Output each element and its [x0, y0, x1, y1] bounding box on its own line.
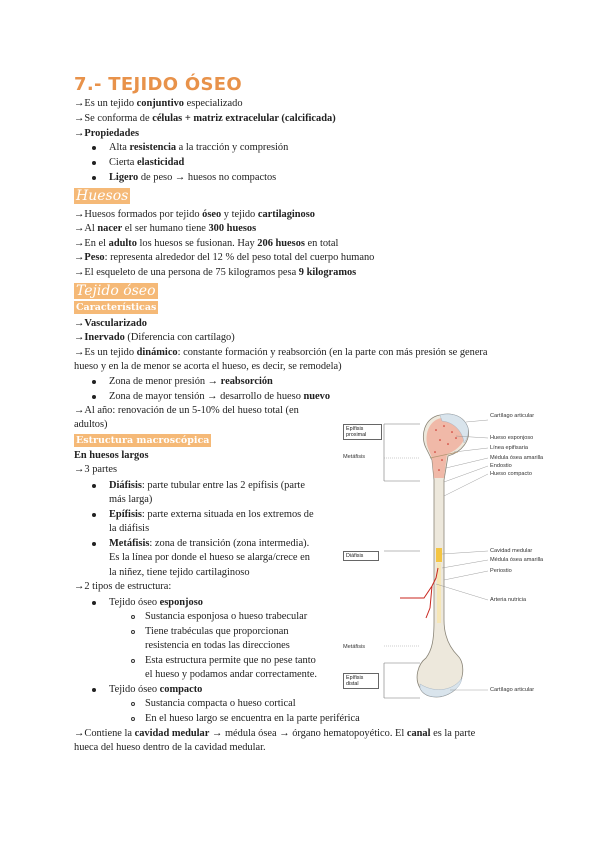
tejido-line-3a: →Es un tejido dinámico: constante formación y reabsorción (en la parte con más presión se genera — [74, 347, 488, 358]
label-hueso-compacto: Hueso compacto — [490, 471, 532, 477]
label-hueso-esponjoso: Hueso esponjoso — [490, 435, 534, 441]
bullet-dot — [92, 176, 96, 180]
prop-item-2: Cierta elasticidad — [109, 157, 185, 168]
epifisis-line-2: la diáfisis — [109, 523, 150, 534]
bullet-dot — [92, 601, 96, 605]
label-metafisis-top: Metáfisis — [343, 454, 366, 460]
intro-line-2: →Se conforma de células + matriz extracelular (calcificada) — [74, 113, 336, 124]
subheading-estructura: Estructura macroscópica — [76, 435, 210, 446]
diafisis-line-2: más larga) — [109, 494, 153, 505]
zona-menor: Zona de menor presión → reabsorción — [109, 376, 273, 387]
bullet-dot — [92, 542, 96, 546]
label-diafisis: Diáfisis — [343, 551, 379, 561]
tejido-line-2: →Inervado (Diferencia con cartílago) — [74, 332, 235, 343]
compacto-sub-2: En el hueso largo se encuentra en la parte periférica — [145, 713, 360, 724]
compacto-item: Tejido óseo compacto — [109, 684, 203, 695]
huesos-line-1: →Huesos formados por tejido óseo y tejido cartilaginoso — [74, 209, 315, 220]
bullet-dot — [92, 146, 96, 150]
page-title: 7.- TEJIDO ÓSEO — [74, 74, 242, 95]
label-cavidad-medular: Cavidad medular — [490, 548, 533, 554]
final-line-1: →Contiene la cavidad medular → médula ósea → órgano hematopoyético. El canal es la parte — [74, 728, 476, 739]
label-epifisis-proximal: Epífisis proximal — [343, 424, 382, 440]
subheading-caracteristicas: Características — [76, 302, 157, 313]
esponjoso-sub-2a: Tiene trabéculas que proporcionan — [145, 626, 289, 637]
bullet-dot — [92, 380, 96, 384]
metafisis-line-3: la niñez, tiene tejido cartilaginoso — [109, 567, 250, 578]
epifisis-line-1: Epífisis: parte externa situada en los extremos de — [109, 509, 314, 520]
bullet-dot — [92, 161, 96, 165]
sub-bullet — [131, 702, 135, 706]
intro-line-1: →Es un tejido conjuntivo especializado — [74, 98, 243, 109]
metafisis-line-1: Metáfisis: zona de transición (zona intermedia). — [109, 538, 310, 549]
bullet-dot — [92, 513, 96, 517]
zona-mayor: Zona de mayor tensión → desarrollo de hueso nuevo — [109, 391, 331, 402]
huesos-line-4: →Peso: representa alrededor del 12 % del peso total del cuerpo humano — [74, 252, 375, 263]
esponjoso-sub-2b: resistencia en todas las direcciones — [145, 640, 290, 651]
bullet-dot — [92, 395, 96, 399]
label-epifisis-distal: Epífisis distal — [343, 673, 379, 689]
label-metafisis-bottom: Metáfisis — [343, 644, 366, 650]
label-endostio: Endostio — [490, 463, 512, 469]
heading-tejido-oseo: Tejido óseo — [76, 283, 156, 299]
compacto-sub-1: Sustancia compacta o hueso cortical — [145, 698, 296, 709]
esponjoso-item: Tejido óseo esponjoso — [109, 597, 203, 608]
tejido-line-3b: hueso y en la de menor se acorta el hueso, es decir, se remodela) — [74, 361, 342, 372]
long-bone-figure — [340, 408, 544, 708]
prop-item-1: Alta resistencia a la tracción y compresión — [109, 142, 289, 153]
label-cartilago-articular-top: Cartílago articular — [490, 413, 535, 419]
bullet-dot — [92, 688, 96, 692]
sub-bullet — [131, 630, 135, 634]
final-line-2: hueca del hueso dentro de la cavidad medular. — [74, 742, 266, 753]
intro-line-3: →Propiedades — [74, 128, 140, 139]
sub-bullet — [131, 659, 135, 663]
label-cartilago-articular-bottom: Cartílago articular — [490, 687, 535, 693]
tejido-line-4a: →Al año: renovación de un 5-10% del hueso total (en — [74, 405, 299, 416]
label-medula-amarilla-top: Médula ósea amarilla — [490, 455, 544, 461]
label-medula-amarilla: Médula ósea amarilla — [490, 557, 544, 563]
sub-bullet — [131, 717, 135, 721]
esponjoso-sub-3b: el hueso y podamos andar correctamente. — [145, 669, 317, 680]
sub-bullet — [131, 615, 135, 619]
tejido-line-1: →Vascularizado — [74, 318, 147, 329]
huesos-line-3: →En el adulto los huesos se fusionan. Hay 206 huesos en total — [74, 238, 339, 249]
bullet-dot — [92, 484, 96, 488]
label-arteria-nutricia: Arteria nutricia — [490, 597, 527, 603]
heading-huesos: Huesos — [76, 188, 129, 204]
huesos-line-2: →Al nacer el ser humano tiene 300 huesos — [74, 223, 257, 234]
prop-item-3: Ligero de peso → huesos no compactos — [109, 172, 277, 183]
huesos-line-5: →El esqueleto de una persona de 75 kilogramos pesa 9 kilogramos — [74, 267, 357, 278]
diafisis-line-1: Diáfisis: parte tubular entre las 2 epífisis (parte — [109, 480, 305, 491]
huesos-largos-heading: En huesos largos — [74, 450, 149, 461]
tejido-line-4b: adultos) — [74, 419, 108, 430]
esponjoso-sub-1: Sustancia esponjosa o hueso trabecular — [145, 611, 308, 622]
tipos-line: →2 tipos de estructura: — [74, 581, 172, 592]
metafisis-line-2: Es la línea por donde el hueso se alarga/crece en — [109, 552, 310, 563]
partes-line: →3 partes — [74, 464, 118, 475]
label-periostio: Periostio — [490, 568, 512, 574]
label-linea-epifisaria: Línea epifisaria — [490, 445, 528, 451]
esponjoso-sub-3a: Esta estructura permite que no pese tanto — [145, 655, 316, 666]
